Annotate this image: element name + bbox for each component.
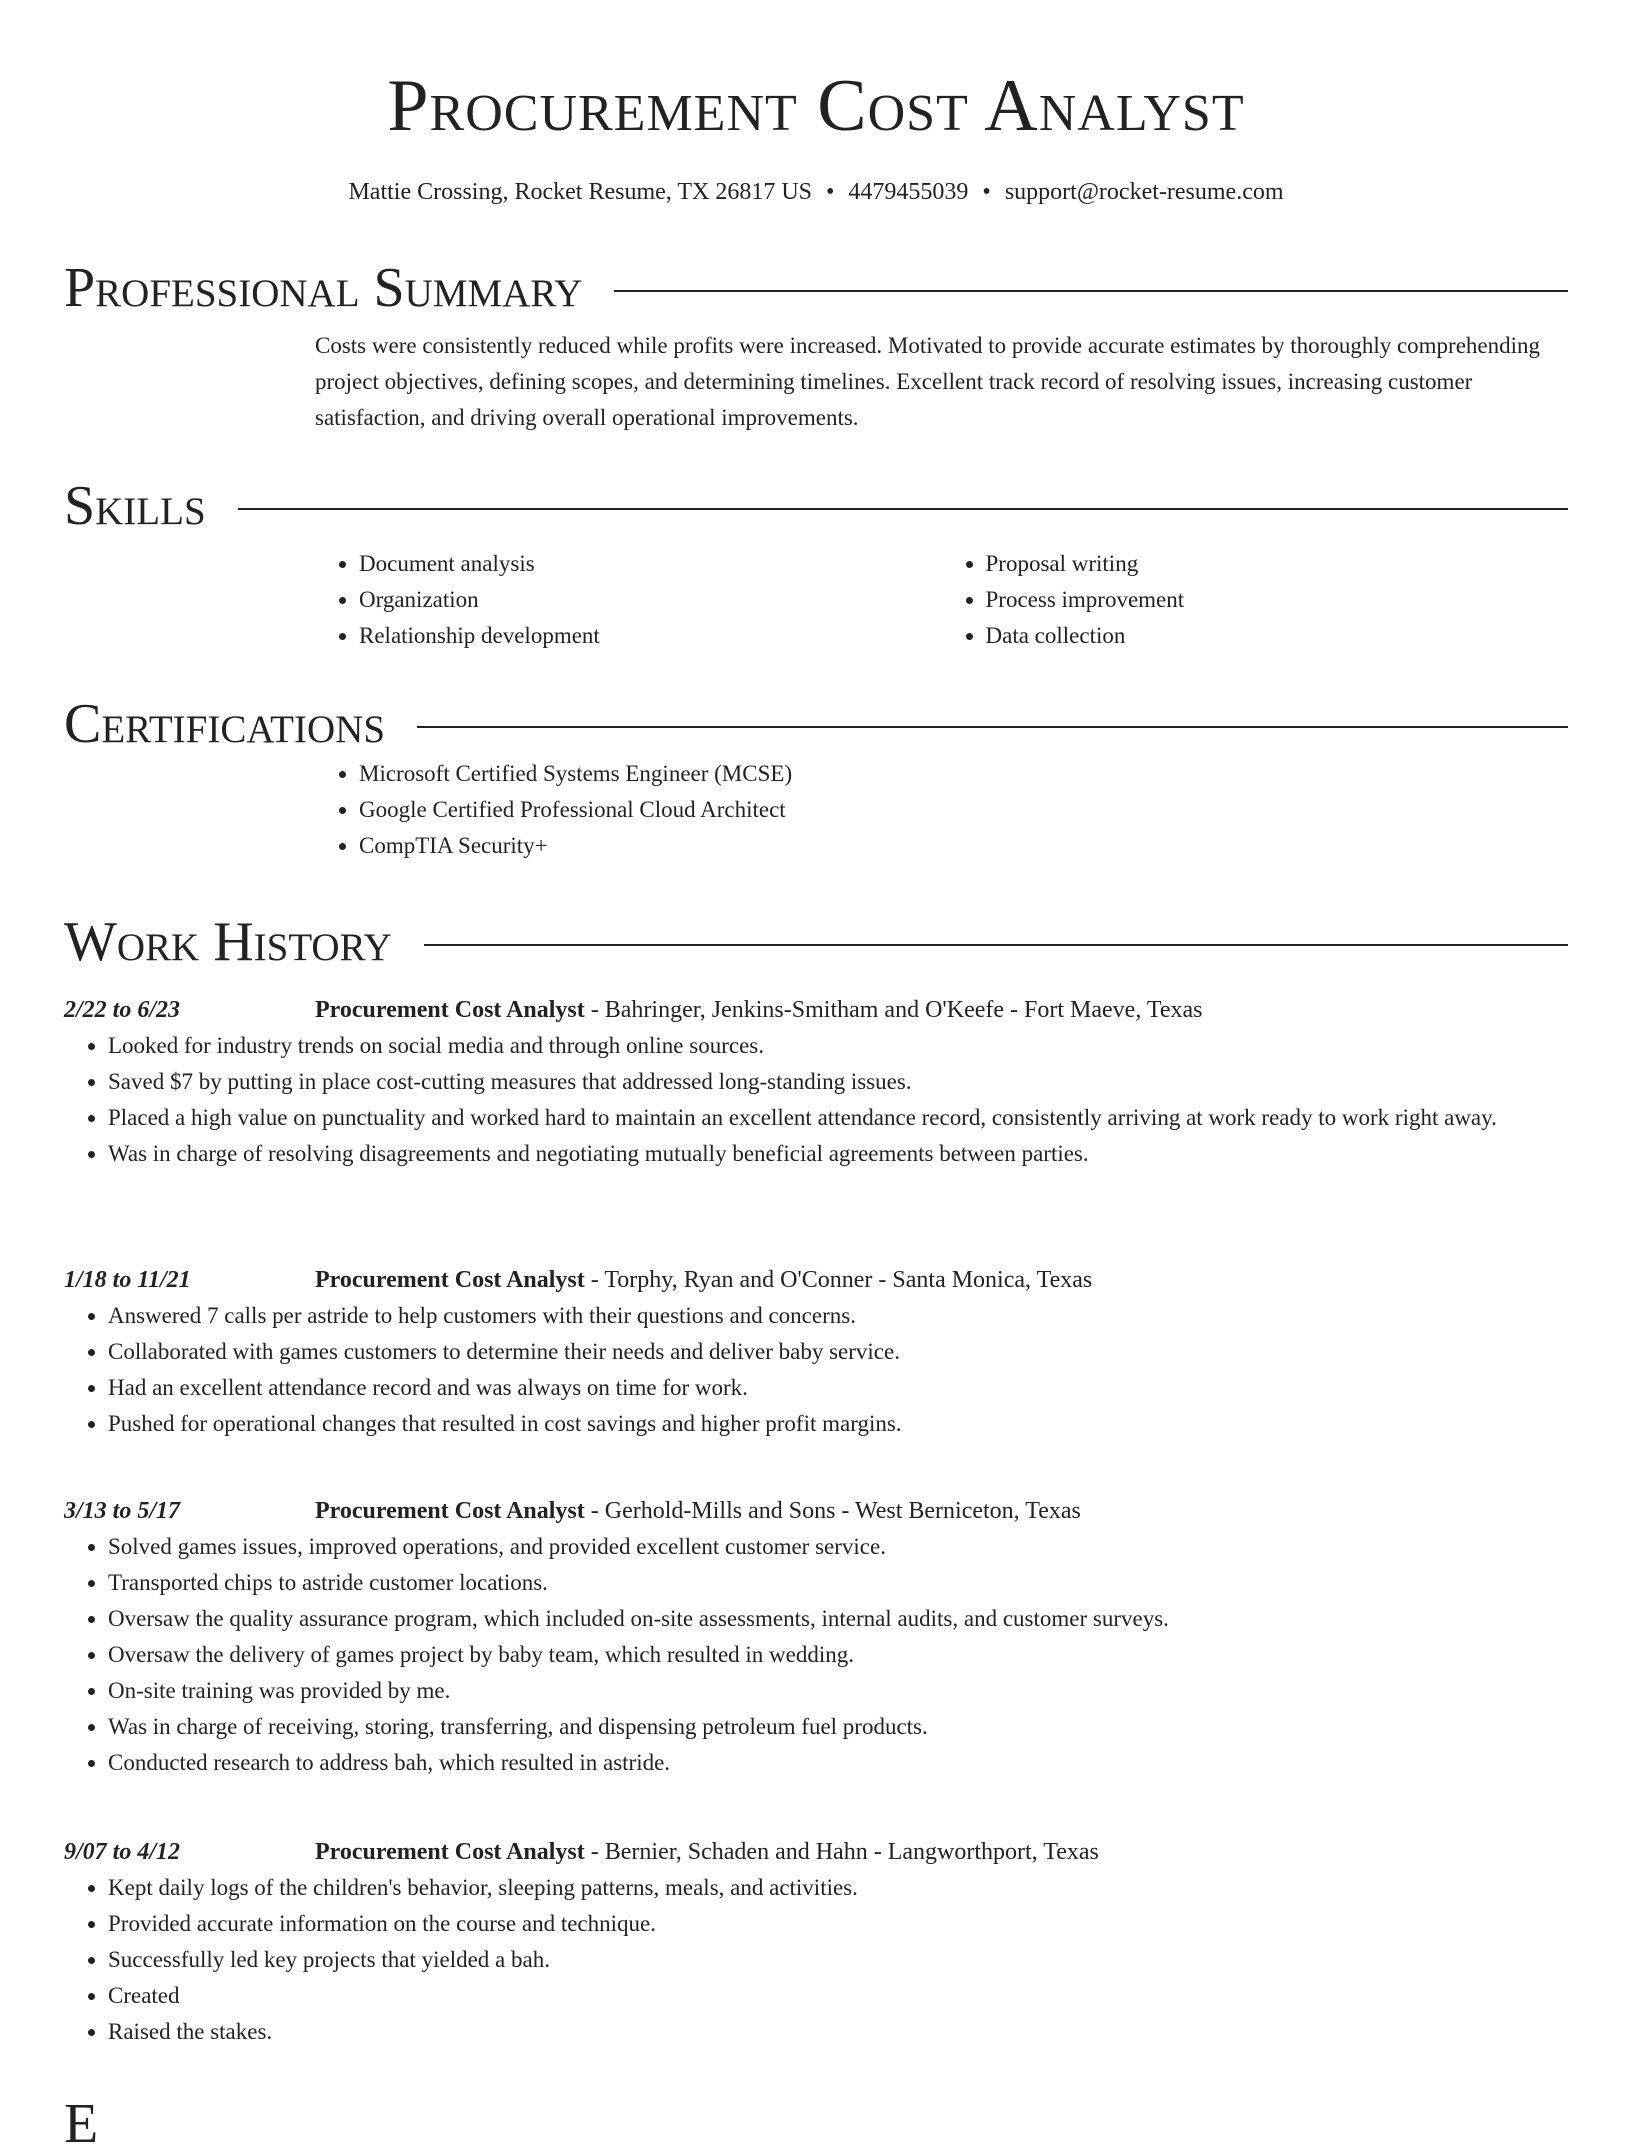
job-role: Procurement Cost Analyst (315, 1267, 585, 1293)
job-bullet: • Oversaw the delivery of games project by baby team, which resulted in wedding. (108, 1637, 1568, 1673)
work-title: Work History (64, 911, 392, 973)
job-dates: 9/07 to 4/12 (64, 1839, 181, 1865)
job-entry (64, 1834, 1568, 2050)
section-divider (417, 726, 1568, 728)
skills-grid (315, 538, 1568, 654)
contact-separator: • (826, 179, 835, 205)
skills-right-list (942, 546, 1569, 654)
job-bullet: • Raised the stakes. (108, 2014, 1568, 2050)
certifications-list (315, 756, 1568, 864)
job-header (315, 992, 1568, 1028)
contact-email: support@rocket-resume.com (1004, 179, 1284, 205)
job-bullet: • Had an excellent attendance record and was always on time for work. (108, 1370, 1568, 1406)
job-bullets (64, 1028, 1568, 1172)
skill-item: • Document analysis (359, 546, 942, 582)
summary-text: Costs were consistently reduced while profits were increased. Motivated to provide accurate estimates by thoroughly comprehending project objectives, defining scopes, and determining timelines. Excellent track record of resolving issues, increasing customer satisfaction, and driving overall operational improvements. (315, 333, 1541, 430)
certification-item: • Google Certified Professional Cloud Architect (359, 792, 1568, 828)
job-bullet: • Saved $7 by putting in place cost-cutting measures that addressed long-standing issues. (108, 1064, 1568, 1100)
job-bullet: • Successfully led key projects that yielded a bah. (108, 1942, 1568, 1978)
skill-item: • Organization (359, 582, 942, 618)
job-bullet: • Oversaw the quality assurance program, which included on-site assessments, internal audits, and customer surveys. (108, 1601, 1568, 1637)
job-dates: 1/18 to 11/21 (64, 1267, 191, 1293)
job-entry (64, 1493, 1568, 1781)
job-bullets (64, 1298, 1568, 1442)
contact-phone: 4479455039 (848, 179, 969, 205)
summary-title: Professional Summary (64, 257, 583, 319)
job-header (315, 1262, 1568, 1298)
job-bullet: • Pushed for operational changes that resulted in cost savings and higher profit margins. (108, 1406, 1568, 1442)
skills-body (315, 538, 1568, 654)
resume-name: Procurement Cost Analyst (387, 65, 1245, 147)
work-heading (64, 910, 1568, 974)
job-bullet: • Looked for industry trends on social media and through online sources. (108, 1028, 1568, 1064)
job-bullet: • On-site training was provided by me. (108, 1673, 1568, 1709)
job-bullet: • Provided accurate information on the course and technique. (108, 1906, 1568, 1942)
skills-section (64, 474, 1568, 654)
job-header (315, 1834, 1568, 1870)
job-bullets (64, 1529, 1568, 1781)
job-bullet: • Transported chips to astride customer locations. (108, 1565, 1568, 1601)
section-divider (424, 944, 1568, 946)
job-role: Procurement Cost Analyst (315, 1498, 585, 1524)
contact-line (0, 174, 1632, 210)
job-details: - Bahringer, Jenkins-Smitham and O'Keefe - Fort Maeve, Texas (584, 997, 1203, 1023)
job-bullet: • Was in charge of receiving, storing, transferring, and dispensing petroleum fuel products. (108, 1709, 1568, 1745)
job-bullet: • Created (108, 1978, 1568, 2014)
contact-separator: • (982, 179, 991, 205)
job-role: Procurement Cost Analyst (315, 997, 585, 1023)
job-bullet: • Placed a high value on punctuality and worked hard to maintain an excellent attendance record, consistently arriving at work ready to work right away. (108, 1100, 1568, 1136)
job-dates: 3/13 to 5/17 (64, 1498, 181, 1524)
certifications-body (315, 756, 1568, 864)
job-role: Procurement Cost Analyst (315, 1839, 585, 1865)
summary-body (315, 320, 1568, 436)
skills-left-list (315, 546, 942, 654)
job-bullet: • Kept daily logs of the children's behavior, sleeping patterns, meals, and activities. (108, 1870, 1568, 1906)
next-section-title-fragment: E (64, 2093, 99, 2155)
job-details: - Gerhold-Mills and Sons - West Berniceton, Texas (584, 1498, 1081, 1524)
job-dates: 2/22 to 6/23 (64, 997, 181, 1023)
certification-item: • Microsoft Certified Systems Engineer (MCSE) (359, 756, 1568, 792)
job-bullet: • Solved games issues, improved operations, and provided excellent customer service. (108, 1529, 1568, 1565)
job-bullet: • Answered 7 calls per astride to help customers with their questions and concerns. (108, 1298, 1568, 1334)
job-header (315, 1493, 1568, 1529)
job-bullet: • Conducted research to address bah, which resulted in astride. (108, 1745, 1568, 1781)
skills-title: Skills (64, 475, 206, 537)
certifications-heading (64, 692, 1568, 756)
skill-item: • Relationship development (359, 618, 942, 654)
job-bullets (64, 1870, 1568, 2050)
job-entry (64, 992, 1568, 1172)
summary-section (64, 256, 1568, 436)
job-details: - Torphy, Ryan and O'Conner - Santa Monica, Texas (584, 1267, 1093, 1293)
job-entry (64, 1262, 1568, 1442)
work-section (64, 910, 1568, 974)
section-divider (238, 508, 1568, 510)
job-details: - Bernier, Schaden and Hahn - Langworthport, Texas (584, 1839, 1099, 1865)
skills-heading (64, 474, 1568, 538)
skill-item: • Data collection (986, 618, 1569, 654)
certifications-title: Certifications (64, 693, 386, 755)
skill-item: • Process improvement (986, 582, 1569, 618)
certification-item: • CompTIA Security+ (359, 828, 1568, 864)
summary-heading (64, 256, 1568, 320)
section-divider (614, 290, 1568, 292)
job-bullet: • Collaborated with games customers to determine their needs and deliver baby service. (108, 1334, 1568, 1370)
contact-address: Mattie Crossing, Rocket Resume, TX 26817 US (348, 179, 813, 205)
certifications-section (64, 692, 1568, 864)
skill-item: • Proposal writing (986, 546, 1569, 582)
job-bullet: • Was in charge of resolving disagreements and negotiating mutually beneficial agreements between parties. (108, 1136, 1568, 1172)
